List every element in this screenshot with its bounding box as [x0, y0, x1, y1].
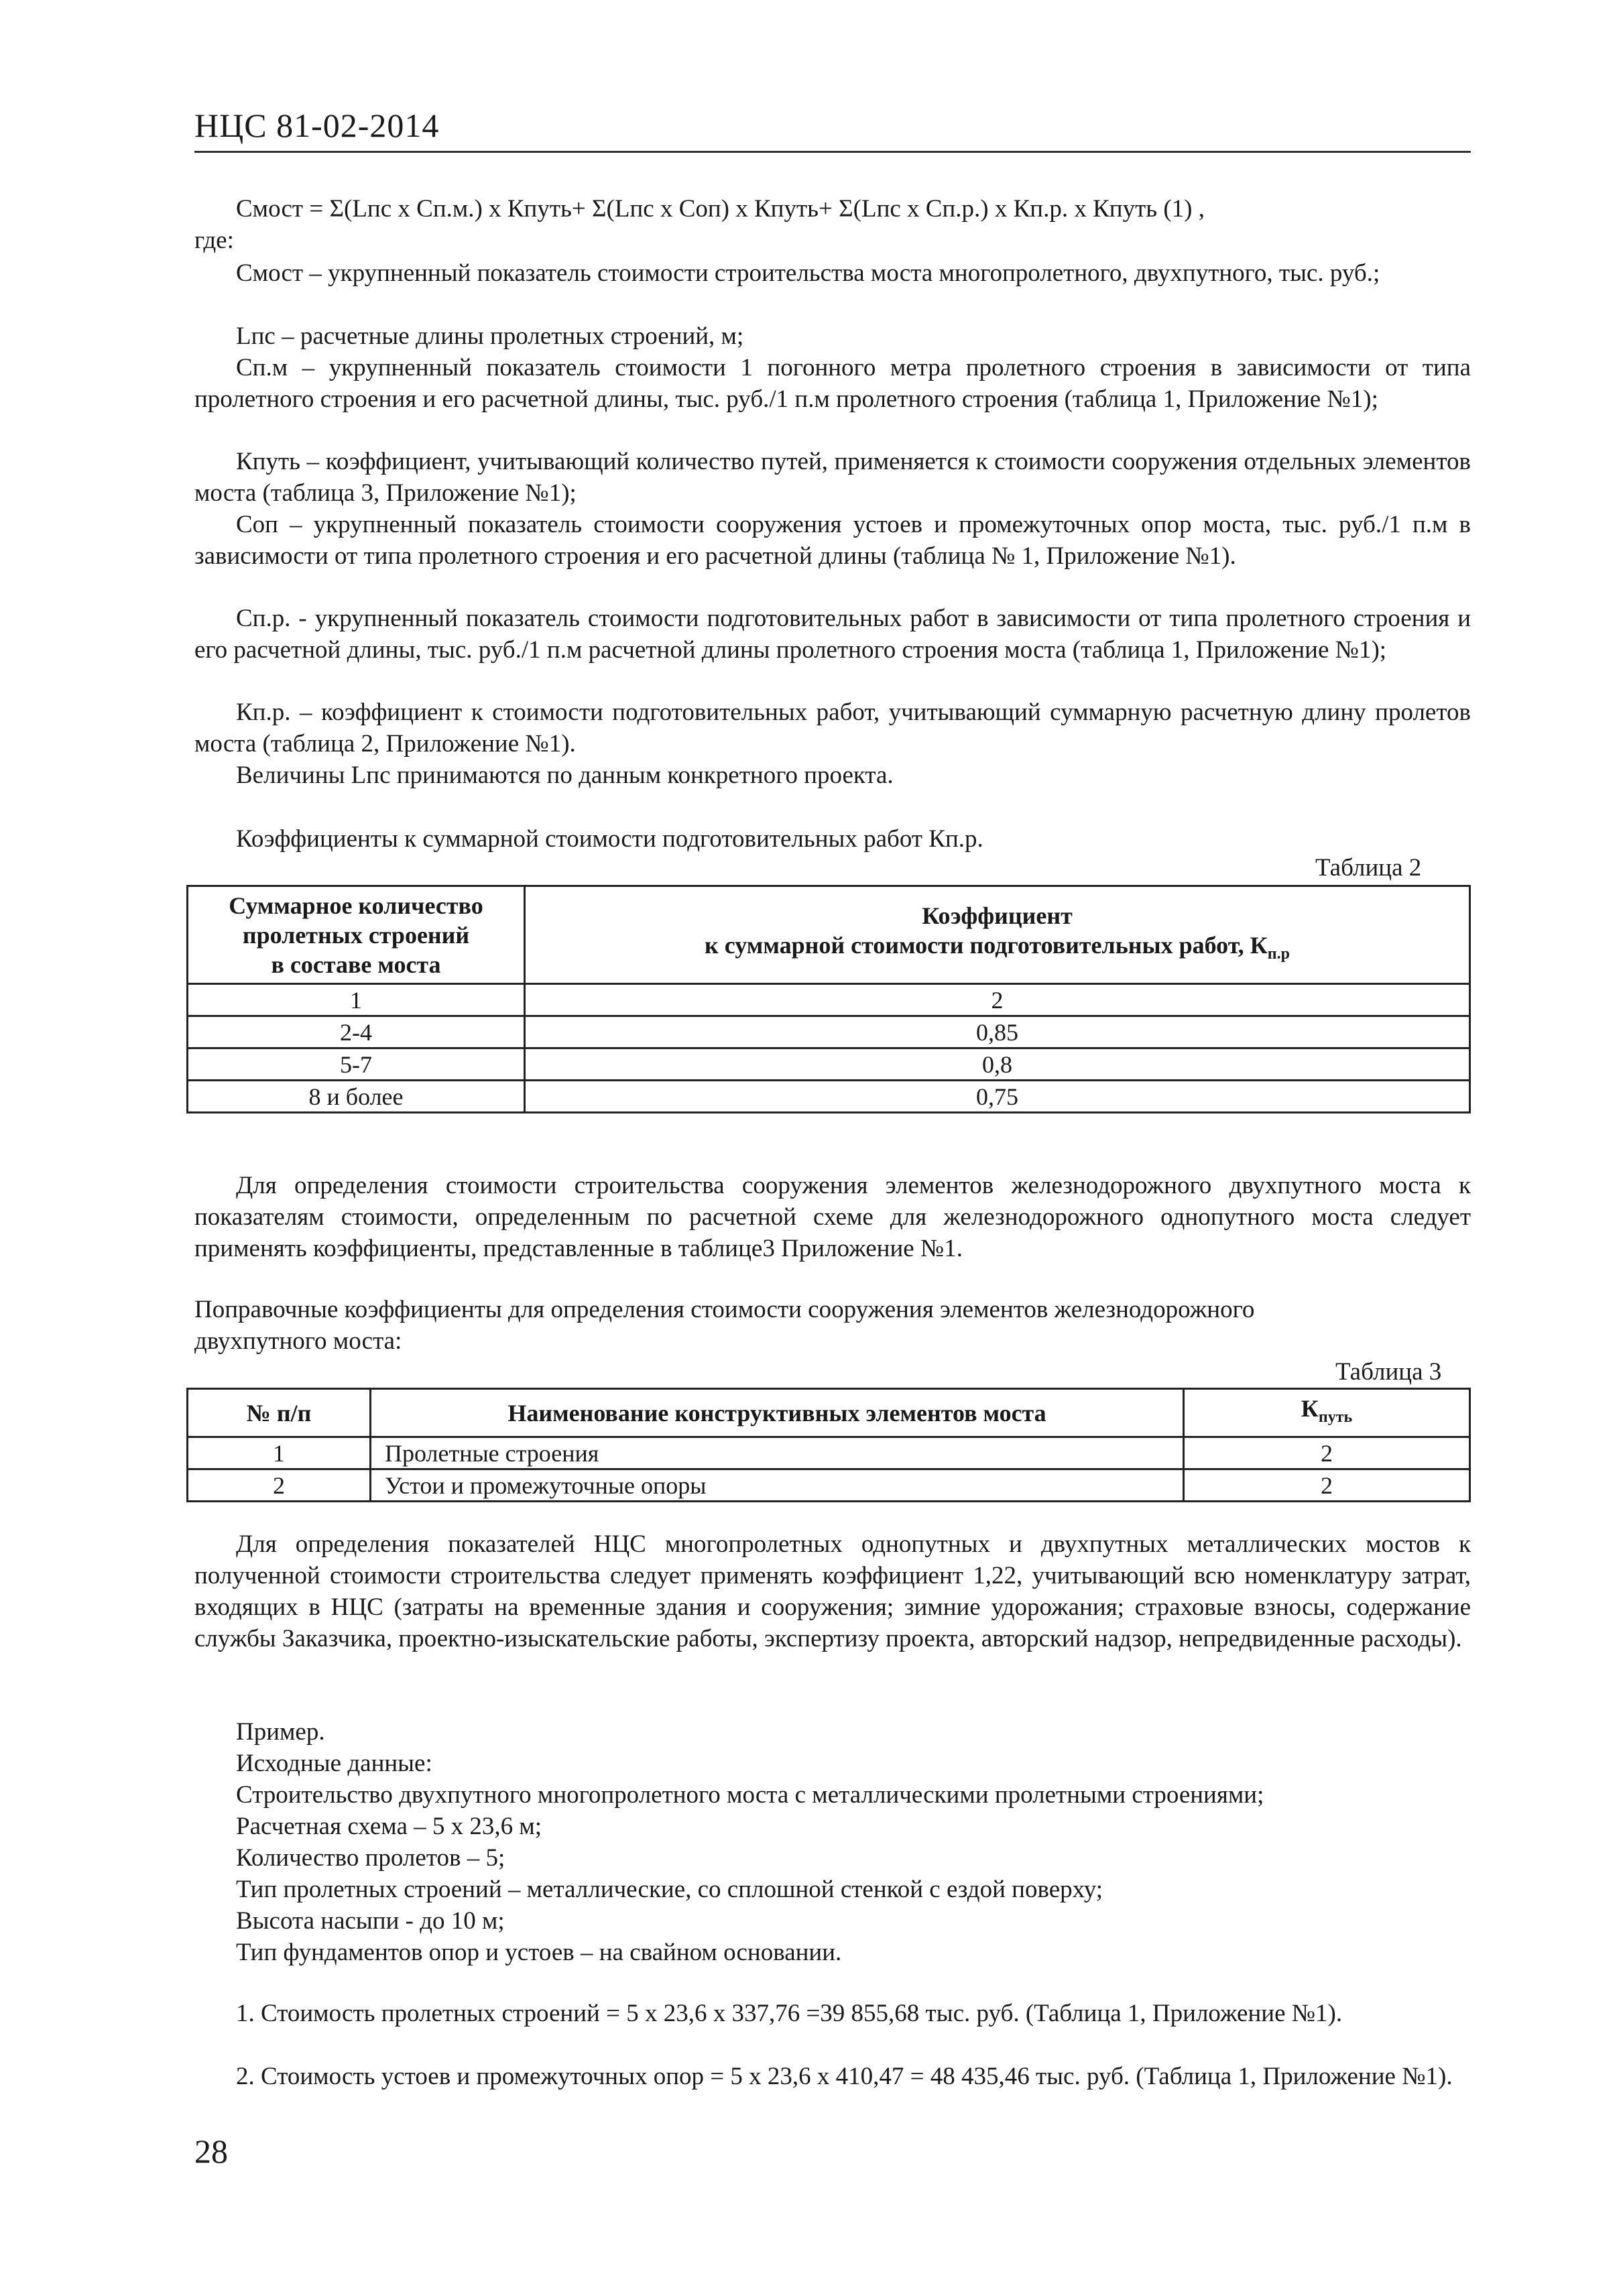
table3-caption-line2: двухпутного моста: — [194, 1327, 402, 1355]
definition-smost: Смост – укрупненный показатель стоимости строительства моста многопролетного, двухпутного, тыс. руб.; — [236, 259, 1380, 287]
table-cell: Устои и промежуточные опоры — [371, 1469, 1184, 1502]
table-cell: 1 — [188, 1437, 371, 1469]
table-cell: Пролетные строения — [371, 1437, 1184, 1469]
table3 — [186, 1388, 1471, 1502]
table3-header-coef-sub: путь — [1318, 1408, 1353, 1427]
table2 — [186, 885, 1471, 1113]
table-cell: 2 — [188, 1469, 371, 1502]
table2-header-coef-line2 — [526, 930, 1469, 969]
page-number: 28 — [194, 2132, 228, 2170]
table2-label: Таблица 2 — [1315, 854, 1422, 882]
table-row — [188, 1469, 1470, 1502]
example-line: Тип фундаментов опор и устоев – на свайном основании. — [236, 1939, 842, 1966]
table-cell: 8 и более — [188, 1081, 525, 1113]
example-line: Количество пролетов – 5; — [236, 1844, 505, 1872]
table2-header-count-line3: в составе моста — [271, 951, 441, 978]
table-cell: 5-7 — [188, 1048, 525, 1081]
table-row — [188, 984, 1470, 1016]
para-double-track: Для определения стоимости строительства сооружения элементов железнодорожного двухпутного моста к показателям стоимости, определенным по расчетной схеме для железнодорожного однопутного моста следует применять коэффициенты, представленные в таблице3 Приложение №1. — [194, 1172, 1471, 1262]
table3-label: Таблица 3 — [1335, 1358, 1442, 1386]
table2-header-count-line2: пролетных строений — [242, 921, 470, 949]
table2-header-coef-line1: Коэффициент — [922, 902, 1073, 929]
table-row — [188, 1437, 1470, 1469]
table-cell: 2 — [1184, 1469, 1470, 1502]
table-row — [188, 1016, 1470, 1048]
definition-kput: Кпуть – коэффициент, учитывающий количество путей, применяется к стоимости сооружения отдельных элементов моста (таблица 3, Приложение №1); — [194, 448, 1471, 507]
calc-spans: 1. Стоимость пролетных строений = 5 х 23,6 х 337,76 =39 855,68 тыс. руб. (Таблица 1, Приложение №1). — [236, 2000, 1343, 2027]
definition-sop: Соп – укрупненный показатель стоимости сооружения устоев и промежуточных опор моста, тыс. руб./1 п.м в зависимости от типа пролетного строения и его расчетной длины (таблица № 1, Приложение №1). — [194, 511, 1471, 570]
cost-formula: Смост = Σ(Lпс х Сп.м.) х Кпуть+ Σ(Lпс х Соп) х Кпуть+ Σ(Lпс х Сп.р.) х Кп.р. х Кпуть (1) , — [236, 195, 1205, 223]
table-cell: 2 — [1184, 1437, 1470, 1469]
table-cell: 2 — [525, 984, 1470, 1016]
table2-header-count-line1: Суммарное количество — [229, 892, 483, 919]
table-cell: 1 — [188, 984, 525, 1016]
example-heading: Пример. — [236, 1718, 325, 1746]
para-ncs-coefficient: Для определения показателей НЦС многопролетных однопутных и двухпутных металлических мостов к полученной стоимости строительства следует применять коэффициент 1,22, учитывающий всю номенклатуру затрат, входящих в НЦС (затраты на временные здания и сооружения; зимние удорожания; страховые взносы, содержание службы Заказчика, проектно-изыскательские работы, экспертизу проекта, авторский надзор, непредвиденные расходы). — [194, 1530, 1471, 1652]
calc-supports: 2. Стоимость устоев и промежуточных опор = 5 х 23,6 х 410,47 = 48 435,46 тыс. руб. (Таблица 1, Приложение №1). — [236, 2063, 1453, 2090]
table3-header-name: Наименование конструктивных элементов моста — [371, 1389, 1184, 1437]
table2-header-count — [188, 886, 525, 984]
table3-header-number: № п/п — [188, 1389, 371, 1437]
header-divider — [194, 151, 1471, 153]
table-cell: 0,8 — [525, 1048, 1470, 1081]
example-line: Строительство двухпутного многопролетного моста с металлическими пролетными строениями; — [236, 1781, 1264, 1809]
table-row — [188, 1048, 1470, 1081]
table3-header-coef — [1184, 1389, 1470, 1437]
table-cell: 2-4 — [188, 1016, 525, 1048]
table-cell: 0,75 — [525, 1081, 1470, 1113]
definition-kpr: Кп.р. – коэффициент к стоимости подготовительных работ, учитывающий суммарную расчетную длину пролетов моста (таблица 2, Приложение №1). — [194, 699, 1471, 758]
example-line: Тип пролетных строений – металлические, со сплошной стенкой с ездой поверху; — [236, 1876, 1103, 1903]
example-input-heading: Исходные данные: — [236, 1750, 432, 1777]
where-label: где: — [194, 227, 234, 254]
table-row — [188, 1081, 1470, 1113]
definition-lps-values: Величины Lпс принимаются по данным конкретного проекта. — [236, 762, 894, 789]
example-line: Расчетная схема – 5 х 23,6 м; — [236, 1813, 542, 1840]
definition-spr: Сп.р. - укрупненный показатель стоимости подготовительных работ в зависимости от типа пролетного строения и его расчетной длины, тыс. руб./1 п.м расчетной длины пролетного строения моста (таблица 1, Приложение №1); — [194, 605, 1471, 664]
definition-spm: Сп.м – укрупненный показатель стоимости 1 погонного метра пролетного строения в зависимости от типа пролетного строения и его расчетной длины, тыс. руб./1 п.м пролетного строения (таблица 1, Приложение №1); — [194, 354, 1471, 413]
table2-caption: Коэффициенты к суммарной стоимости подготовительных работ Кп.р. — [236, 825, 983, 853]
example-line: Высота насыпи - до 10 м; — [236, 1907, 505, 1935]
table-cell: 0,85 — [525, 1016, 1470, 1048]
table3-header-coef-text: К — [1301, 1394, 1319, 1422]
definition-lps: Lпс – расчетные длины пролетных строений, м; — [236, 322, 744, 350]
document-code: НЦС 81-02-2014 — [194, 107, 440, 144]
table2-header-coef — [525, 886, 1470, 984]
table2-header-coef-sub: п.р — [1267, 945, 1290, 963]
table2-header-coef-text: к суммарной стоимости подготовительных работ, К — [705, 931, 1268, 959]
table3-caption-line1: Поправочные коэффициенты для определения стоимости сооружения элементов железнодорожного — [194, 1296, 1255, 1323]
